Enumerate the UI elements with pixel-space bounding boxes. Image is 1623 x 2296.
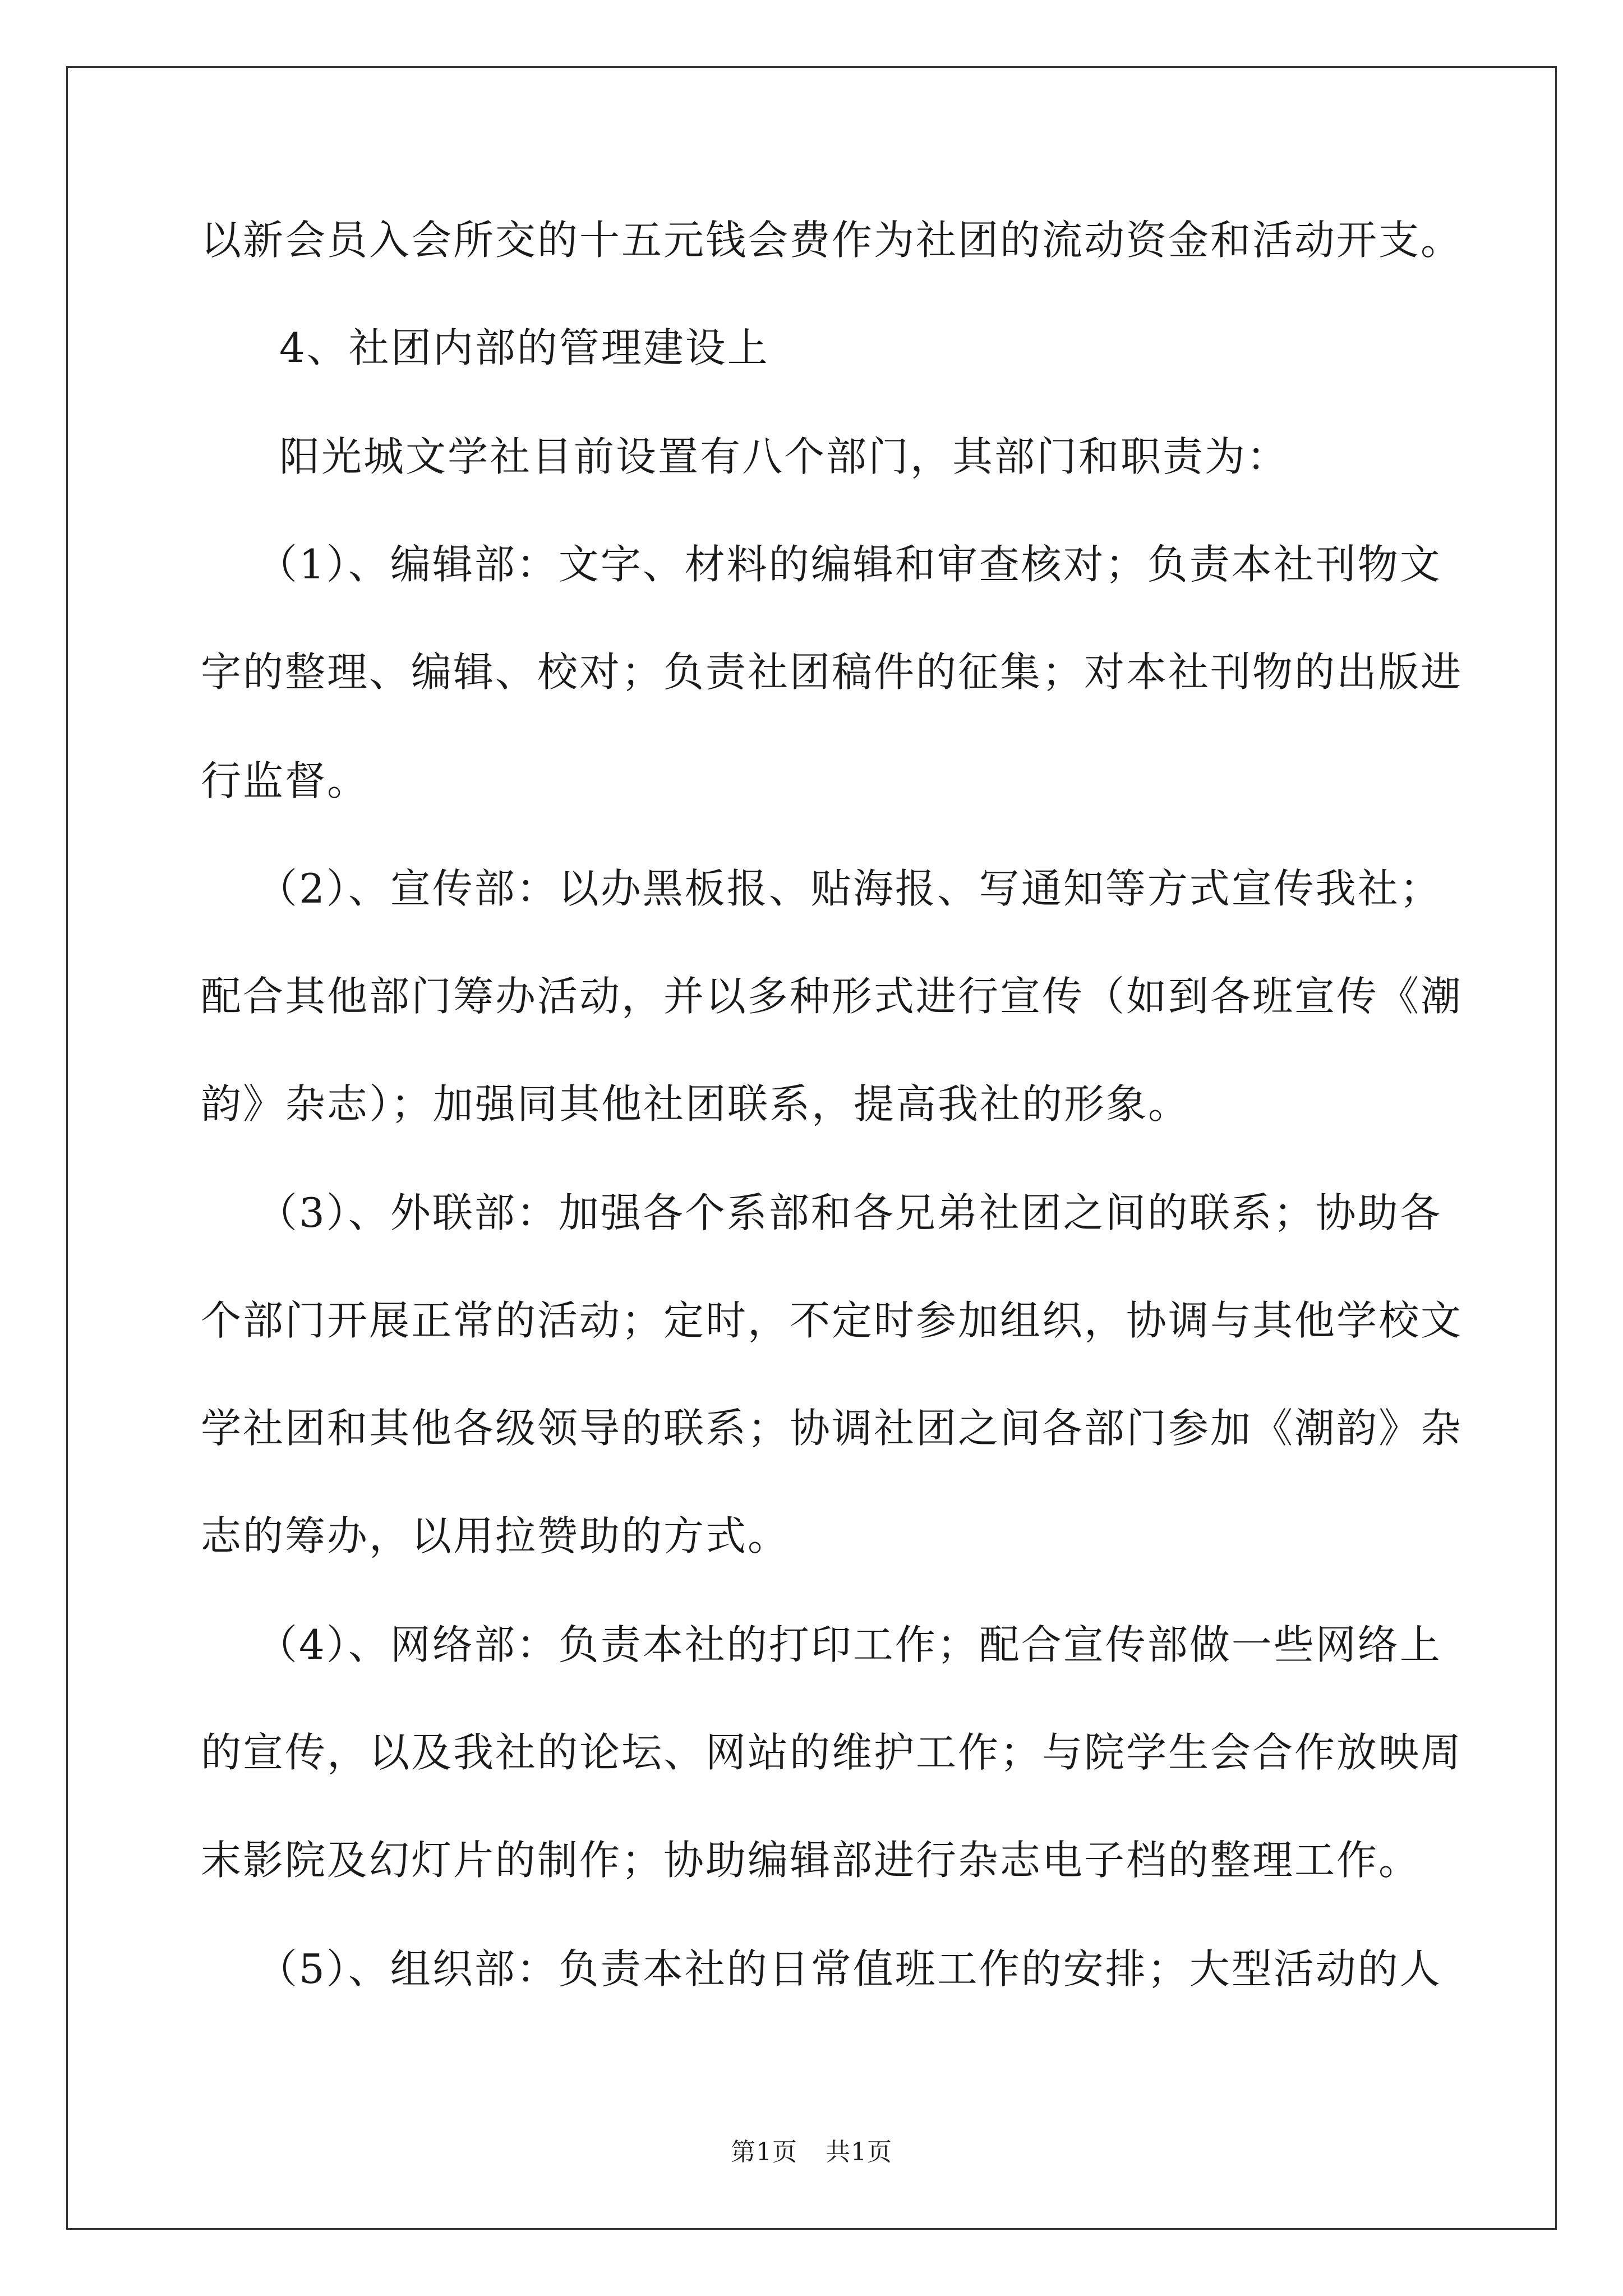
text-line-13: 志的筹办，以用拉赞助的方式。 (201, 1512, 790, 1559)
text-line-6: 行监督。 (201, 757, 370, 804)
text-line-14: （4）、网络部：负责本社的打印工作；配合宣传部做一些网络上 (257, 1621, 1442, 1668)
text-line-1: 以新会员入会所交的十五元钱会费作为社团的流动资金和活动开支。 (201, 217, 1463, 264)
text-line-4: （1）、编辑部：文字、材料的编辑和审查核对；负责本社刊物文 (257, 541, 1442, 588)
text-line-9: 韵》杂志）；加强同其他社团联系，提高我社的形象。 (201, 1080, 1191, 1128)
text-line-3: 阳光城文学社目前设置有八个部门，其部门和职责为： (279, 433, 1289, 480)
page-total: 共1页 (826, 2138, 892, 2166)
text-line-12: 学社团和其他各级领导的联系；协调社团之间各部门参加《潮韵》杂 (201, 1405, 1463, 1452)
page-number: 第1页 (731, 2138, 797, 2166)
text-line-10: （3）、外联部：加强各个系部和各兄弟社团之间的联系；协助各 (257, 1189, 1442, 1236)
text-line-7: （2）、宣传部：以办黑板报、贴海报、写通知等方式宣传我社； (257, 865, 1442, 912)
page-border (66, 66, 1557, 2230)
text-line-16: 末影院及幻灯片的制作；协助编辑部进行杂志电子档的整理工作。 (201, 1837, 1421, 1884)
text-line-17: （5）、组织部：负责本社的日常值班工作的安排；大型活动的人 (257, 1945, 1442, 1993)
page-footer (0, 2132, 1623, 2168)
text-line-15: 的宣传，以及我社的论坛、网站的维护工作；与院学生会合作放映周 (201, 1729, 1463, 1776)
text-line-2: 4、社团内部的管理建设上 (279, 324, 769, 371)
text-line-5: 字的整理、编辑、校对；负责社团稿件的征集；对本社刊物的出版进 (201, 648, 1463, 696)
text-line-11: 个部门开展正常的活动；定时，不定时参加组织，协调与其他学校文 (201, 1297, 1463, 1344)
text-line-8: 配合其他部门筹办活动，并以多种形式进行宣传（如到各班宣传《潮 (201, 973, 1463, 1020)
